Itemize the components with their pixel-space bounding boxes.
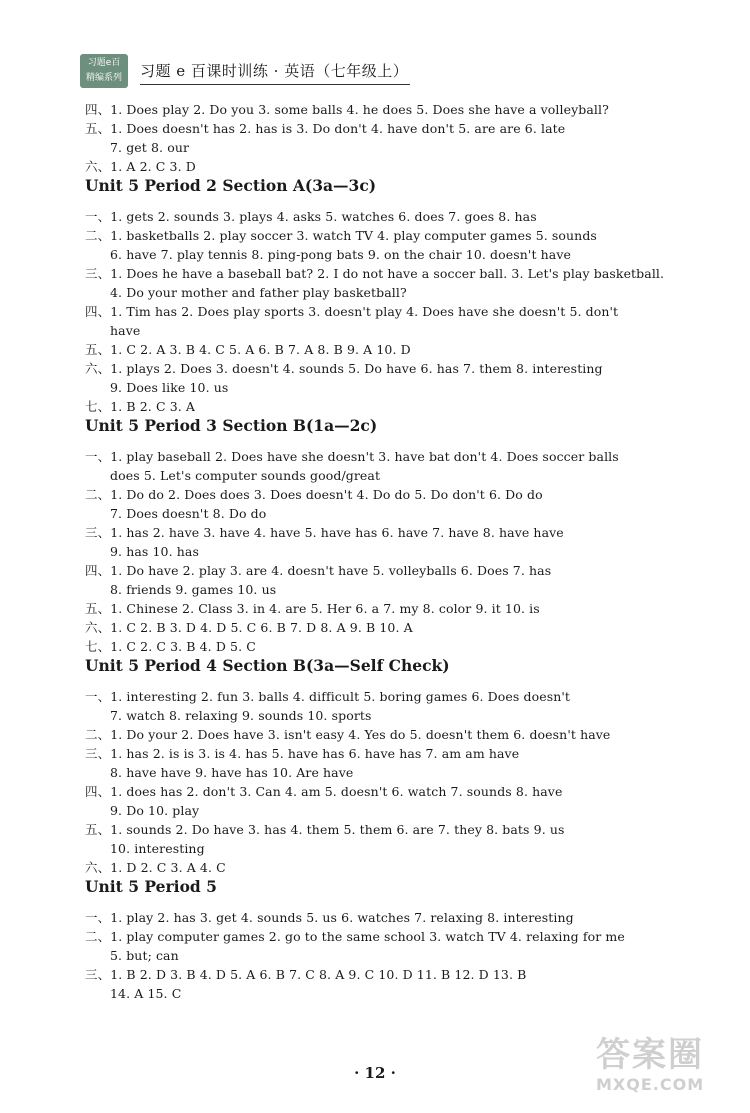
answer-line: 9. Do 10. play	[110, 803, 200, 818]
header-divider	[140, 84, 410, 85]
answer-line: 三、1. Does he have a baseball bat? 2. I do not have a soccer ball. 3. Let's play basketball.	[85, 266, 665, 281]
answer-line: 9. has 10. has	[110, 544, 199, 559]
answer-content	[85, 100, 710, 1003]
answer-section	[85, 416, 710, 656]
answer-line: 四、1. Does play 2. Do you 3. some balls 4. he does 5. Does she have a volleyball?	[85, 102, 609, 117]
answer-line: 14. A 15. C	[110, 986, 182, 1001]
answer-section	[85, 176, 710, 416]
section-title: Unit 5 Period 4 Section B(3a—Self Check)	[85, 656, 450, 675]
answer-line: 4. Do your mother and father play basketball?	[110, 285, 407, 300]
answer-line: 三、1. has 2. is is 3. is 4. has 5. have has 6. have has 7. am am have	[85, 746, 520, 761]
answer-line: 7. Does doesn't 8. Do do	[110, 506, 267, 521]
logo-line1: 习题e百	[87, 58, 121, 68]
answer-line: 五、1. C 2. A 3. B 4. C 5. A 6. B 7. A 8. B 9. A 10. D	[85, 342, 411, 357]
page-number: · 12 ·	[354, 1064, 396, 1082]
answer-line: 六、1. A 2. C 3. D	[85, 159, 196, 174]
answer-line: 六、1. plays 2. Does 3. doesn't 4. sounds 5. Do have 6. has 7. them 8. interesting	[85, 361, 603, 376]
answer-line: 一、1. gets 2. sounds 3. plays 4. asks 5. watches 6. does 7. goes 8. has	[85, 209, 537, 224]
answer-line: have	[110, 323, 141, 338]
answer-line: 五、1. Does doesn't has 2. has is 3. Do don't 4. have don't 5. are are 6. late	[85, 121, 566, 136]
answer-line: 5. but; can	[110, 948, 179, 963]
answer-line: 10. interesting	[110, 841, 205, 856]
answer-line: 7. watch 8. relaxing 9. sounds 10. sports	[110, 708, 372, 723]
answer-line: 六、1. C 2. B 3. D 4. D 5. C 6. B 7. D 8. A 9. B 10. A	[85, 620, 413, 635]
answer-line: does 5. Let's computer sounds good/great	[110, 468, 381, 483]
answer-line: 二、1. play computer games 2. go to the same school 3. watch TV 4. relaxing for me	[85, 929, 625, 944]
site-watermark	[596, 1035, 736, 1101]
answer-line: 五、1. Chinese 2. Class 3. in 4. are 5. Her 6. a 7. my 8. color 9. it 10. is	[85, 601, 540, 616]
answer-line: 一、1. play baseball 2. Does have she doesn't 3. have bat don't 4. Does soccer balls	[85, 449, 619, 464]
answer-line: 二、1. basketballs 2. play soccer 3. watch TV 4. play computer games 5. sounds	[85, 228, 597, 243]
watermark-url: MXQE.COM	[596, 1075, 705, 1094]
book-title: 习题 e 百课时训练 · 英语（七年级上）	[140, 62, 409, 80]
answer-line: 8. have have 9. have has 10. Are have	[110, 765, 354, 780]
answer-line: 三、1. B 2. D 3. B 4. D 5. A 6. B 7. C 8. A 9. C 10. D 11. B 12. D 13. B	[85, 967, 527, 982]
answer-line: 三、1. has 2. have 3. have 4. have 5. have has 6. have 7. have 8. have have	[85, 525, 564, 540]
answer-line: 四、1. does has 2. don't 3. Can 4. am 5. doesn't 6. watch 7. sounds 8. have	[85, 784, 563, 799]
answer-line: 二、1. Do your 2. Does have 3. isn't easy 4. Yes do 5. doesn't them 6. doesn't have	[85, 727, 611, 742]
answer-line: 六、1. D 2. C 3. A 4. C	[85, 860, 226, 875]
section-title: Unit 5 Period 5	[85, 877, 217, 896]
section-title: Unit 5 Period 2 Section A(3a—3c)	[85, 176, 377, 195]
series-logo	[80, 54, 128, 88]
answer-line: 一、1. play 2. has 3. get 4. sounds 5. us 6. watches 7. relaxing 8. interesting	[85, 910, 574, 925]
answer-line: 6. have 7. play tennis 8. ping-pong bats 9. on the chair 10. doesn't have	[110, 247, 572, 262]
answer-line: 四、1. Do have 2. play 3. are 4. doesn't have 5. volleyballs 6. Does 7. has	[85, 563, 552, 578]
watermark-logo-text: 答案圈	[596, 1035, 704, 1075]
logo-line2: 精编系列	[85, 73, 122, 83]
answer-line: 8. friends 9. games 10. us	[110, 582, 277, 597]
answer-section	[85, 100, 710, 176]
page-header	[80, 54, 410, 88]
answer-line: 七、1. B 2. C 3. A	[85, 399, 196, 414]
answer-line: 9. Does like 10. us	[110, 380, 229, 395]
answer-section	[85, 656, 710, 877]
answer-section	[85, 877, 710, 1003]
answer-line: 五、1. sounds 2. Do have 3. has 4. them 5. them 6. are 7. they 8. bats 9. us	[85, 822, 565, 837]
answer-line: 7. get 8. our	[110, 140, 190, 155]
answer-line: 四、1. Tim has 2. Does play sports 3. doesn't play 4. Does have she doesn't 5. don't	[85, 304, 619, 319]
section-title: Unit 5 Period 3 Section B(1a—2c)	[85, 416, 378, 435]
answer-line: 一、1. interesting 2. fun 3. balls 4. difficult 5. boring games 6. Does doesn't	[85, 689, 571, 704]
answer-line: 二、1. Do do 2. Does does 3. Does doesn't 4. Do do 5. Do don't 6. Do do	[85, 487, 543, 502]
answer-line: 七、1. C 2. C 3. B 4. D 5. C	[85, 639, 256, 654]
